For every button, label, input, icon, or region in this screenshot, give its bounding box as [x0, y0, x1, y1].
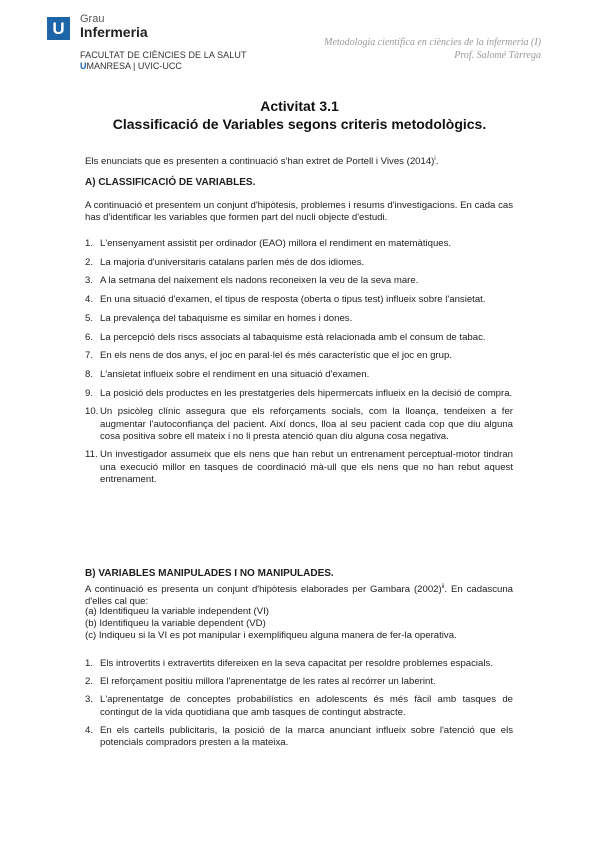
section-b-list: [85, 658, 513, 755]
intro-text: Els enunciats que es presenten a continuació s'han extret de Portell i Vives (2014): [85, 156, 435, 168]
list-item-number: 10.: [85, 406, 99, 418]
list-item-number: 9.: [85, 387, 94, 399]
list-item: [85, 725, 513, 749]
list-item-text: Els introvertits i extravertits difereixen en la seva capacitat per resoldre problemes espacials.: [100, 658, 493, 669]
logo-umanresa-label: MANRESA | UVIC-UCC: [86, 61, 182, 71]
section-b-footnote-ref: ii: [441, 584, 445, 590]
list-item-number: 3.: [85, 275, 94, 287]
logo-infermeria-text: Infermeria: [80, 24, 148, 40]
list-item-text: En una situació d'examen, el tipus de resposta (oberta o tipus test) influeix sobre l'ansietat.: [100, 294, 486, 306]
list-item: [85, 238, 513, 250]
list-item: [85, 369, 513, 381]
list-item: [85, 350, 513, 362]
list-item-text: Un psicòleg clínic assegura que els reforçaments socials, com la lloança, tendeixen a fer augmentar l'autoconfiança del pacient. Així doncs, lloa al seu pacient cada cop que diu alguna cosa positiva sobre ell mateix i no li presta atenció quan diu alguna cosa negativa.: [100, 406, 513, 442]
section-b-task-c: (c) Indiqueu si la VI es pot manipular i exemplifiqueu alguna manera de fer-la operativa.: [85, 630, 457, 641]
list-item-number: 4.: [85, 724, 94, 736]
list-item-number: 3.: [85, 694, 94, 706]
university-logo-icon: U: [47, 17, 70, 40]
list-item-text: A la setmana del naixement els nadons reconeixen la veu de la seva mare.: [100, 275, 419, 287]
intro-footnote-ref: i: [434, 156, 436, 162]
list-item: [85, 676, 513, 688]
list-item-text: Un investigador assumeix que els nens que han rebut un entrenament perceptual-motor tindran una execució millor en tasques de coordinació mà-ull que els nens que no han rebut aquest entrenament.: [100, 449, 513, 485]
list-item-text: La majoria d'universitaris catalans parlen més de dos idiomes.: [100, 256, 365, 268]
list-item-number: 8.: [85, 368, 94, 380]
section-b-task-b: (b) Identifiqueu la variable dependent (VD): [85, 618, 266, 629]
logo-umanresa-text: UMANRESA | UVIC-UCC: [80, 61, 182, 71]
list-item-number: 4.: [85, 294, 94, 306]
section-b-text-main: A continuació es presenta un conjunt d'hipòtesis elaborades per Gambara (2002): [85, 584, 442, 596]
page-header-info: [324, 36, 541, 62]
list-item: [85, 449, 513, 486]
section-a-list: [85, 238, 513, 493]
section-a-text: A continuació et presentem un conjunt d'hipòtesis, problemes i resums d'investigacions. En cada cas has d'identificar les variables que formen part del nucli objecte d'estudi.: [85, 200, 513, 224]
list-item-number: 1.: [85, 658, 94, 669]
logo-grau-text: Grau: [80, 13, 105, 25]
intro-paragraph: Els enunciats que es presenten a continuació s'han extret de Portell i Vives $(2014)^i$.: [85, 156, 439, 168]
list-item: [85, 658, 513, 670]
list-item-number: 2.: [85, 256, 94, 268]
list-item-text: El reforçament positiu millora l'aprenentatge de les rates al recórrer un laberint.: [100, 676, 436, 688]
list-item-number: 11.: [85, 449, 98, 461]
section-b-text: [85, 581, 513, 609]
list-item: [85, 388, 513, 400]
course-title: Metodologia científica en ciències de la infermeria (I): [324, 37, 541, 48]
list-item-text: En els cartells publicitaris, la posició de la marca anunciant influeix sobre l'atenció que els potencials compradors presten a la mateixa.: [100, 724, 513, 749]
logo-faculty-text: FACULTAT DE CIÈNCIES DE LA SALUT: [80, 50, 247, 60]
list-item-number: 7.: [85, 350, 94, 362]
section-a-heading: A) CLASSIFICACIÓ DE VARIABLES.: [85, 177, 256, 188]
section-b-heading: B) VARIABLES MANIPULADES I NO MANIPULADES.: [85, 568, 334, 579]
list-item: [85, 406, 513, 443]
list-item: [85, 275, 513, 287]
list-item-text: L'aprenentatge de conceptes probabilístics en adolescents és més fàcil amb tasques de contingut de la vida quotidiana que amb tasques de contingut abstracte.: [100, 694, 513, 718]
list-item-number: 5.: [85, 312, 94, 324]
list-item-text: La posició dels productes en les prestatgeries dels hipermercats influeix en la decisió de compra.: [100, 387, 513, 399]
list-item-text: En els nens de dos anys, el joc en paral·lel és més característic que el joc en grup.: [100, 350, 452, 362]
section-b-task-a: (a) Identifiqueu la variable independent (VI): [85, 606, 269, 617]
list-item-number: 2.: [85, 676, 94, 688]
list-item-number: 6.: [85, 331, 94, 343]
section-b-text-end: . En cadascuna d'elles cal que:: [85, 584, 514, 608]
list-item-text: L'ensenyament assistit per ordinador (EAO) millora el rendiment en matemàtiques.: [100, 238, 452, 249]
list-item: [85, 257, 513, 269]
professor-name: Prof. Salomé Tàrrega: [454, 50, 541, 61]
list-item: [85, 694, 513, 718]
list-item-text: La percepció dels riscs associats al tabaquisme està relacionada amb el consum de tabac.: [100, 331, 486, 343]
activity-subtitle: Classificació de Variables segons criteris metodològics.: [112, 116, 487, 132]
activity-title: Activitat 3.1: [260, 98, 339, 114]
list-item: [85, 332, 513, 344]
list-item-text: La prevalença del tabaquisme es similar en homes i dones.: [100, 312, 353, 324]
list-item-number: 1.: [85, 238, 94, 249]
list-item: [85, 294, 513, 306]
list-item-text: L'ansietat influeix sobre el rendiment en una situació d'examen.: [100, 368, 370, 380]
list-item: [85, 313, 513, 325]
